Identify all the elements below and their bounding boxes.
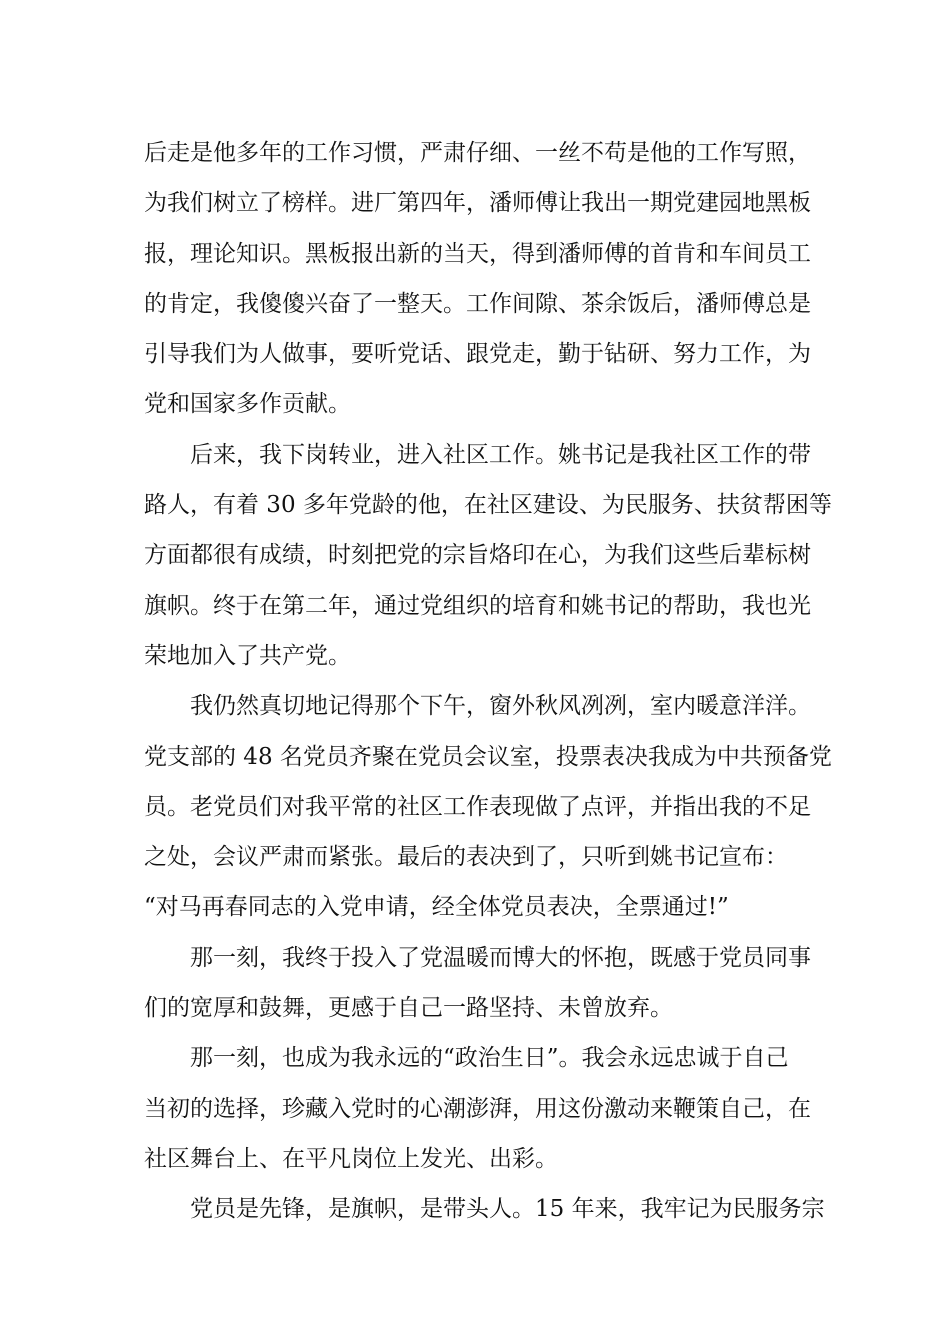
text-line: 党和国家多作贡献。 — [144, 391, 351, 418]
text-line: 路人，有着 30 多年党龄的他，在社区建设、为民服务、扶贫帮困等 — [144, 492, 832, 519]
text-line: 党支部的 48 名党员齐聚在党员会议室，投票表决我成为中共预备党 — [144, 743, 832, 770]
text-line: 方面都很有成绩，时刻把党的宗旨烙印在心，为我们这些后辈标树 — [144, 542, 811, 569]
text-line: 那一刻，也成为我永远的“政治生日”。我会永远忠诚于自己 — [190, 1045, 789, 1072]
text-line: 那一刻，我终于投入了党温暖而博大的怀抱，既感于党员同事 — [190, 944, 811, 971]
text-line: 员。老党员们对我平常的社区工作表现做了点评，并指出我的不足 — [144, 793, 811, 820]
text-line: 为我们树立了榜样。进厂第四年，潘师傅让我出一期党建园地黑板 — [144, 190, 811, 217]
text-line: 我仍然真切地记得那个下午，窗外秋风冽冽，室内暖意洋洋。 — [190, 693, 811, 720]
text-line: 当初的选择，珍藏入党时的心潮澎湃，用这份激动来鞭策自己，在 — [144, 1095, 811, 1122]
text-line: “对马再春同志的入党申请，经全体党员表决，全票通过!” — [144, 894, 729, 921]
paragraph-2 — [144, 430, 832, 681]
paragraph-4 — [144, 933, 811, 1034]
text-line: 党员是先锋，是旗帜，是带头人。15 年来，我牢记为民服务宗 — [190, 1196, 825, 1223]
paragraph-1 — [144, 128, 811, 430]
text-line: 之处，会议严肃而紧张。最后的表决到了，只听到姚书记宣布： — [144, 844, 788, 871]
document-body — [144, 128, 832, 1235]
paragraph-3 — [144, 681, 832, 932]
paragraph-5 — [144, 1033, 811, 1184]
text-line: 们的宽厚和鼓舞，更感于自己一路坚持、未曾放弃。 — [144, 995, 673, 1022]
text-line: 社区舞台上、在平凡岗位上发光、出彩。 — [144, 1145, 558, 1172]
text-line: 荣地加入了共产党。 — [144, 642, 351, 669]
text-line: 引导我们为人做事，要听党话、跟党走，勤于钻研、努力工作，为 — [144, 341, 811, 368]
text-line: 的肯定，我傻傻兴奋了一整天。工作间隙、茶余饭后，潘师傅总是 — [144, 290, 811, 317]
paragraph-6 — [144, 1184, 825, 1234]
text-line: 后来，我下岗转业，进入社区工作。姚书记是我社区工作的带 — [190, 441, 811, 468]
text-line: 后走是他多年的工作习惯，严肃仔细、一丝不苟是他的工作写照， — [144, 140, 811, 166]
text-line: 旗帜。终于在第二年，通过党组织的培育和姚书记的帮助，我也光 — [144, 592, 811, 619]
text-line: 报，理论知识。黑板报出新的当天，得到潘师傅的首肯和车间员工 — [144, 240, 811, 267]
